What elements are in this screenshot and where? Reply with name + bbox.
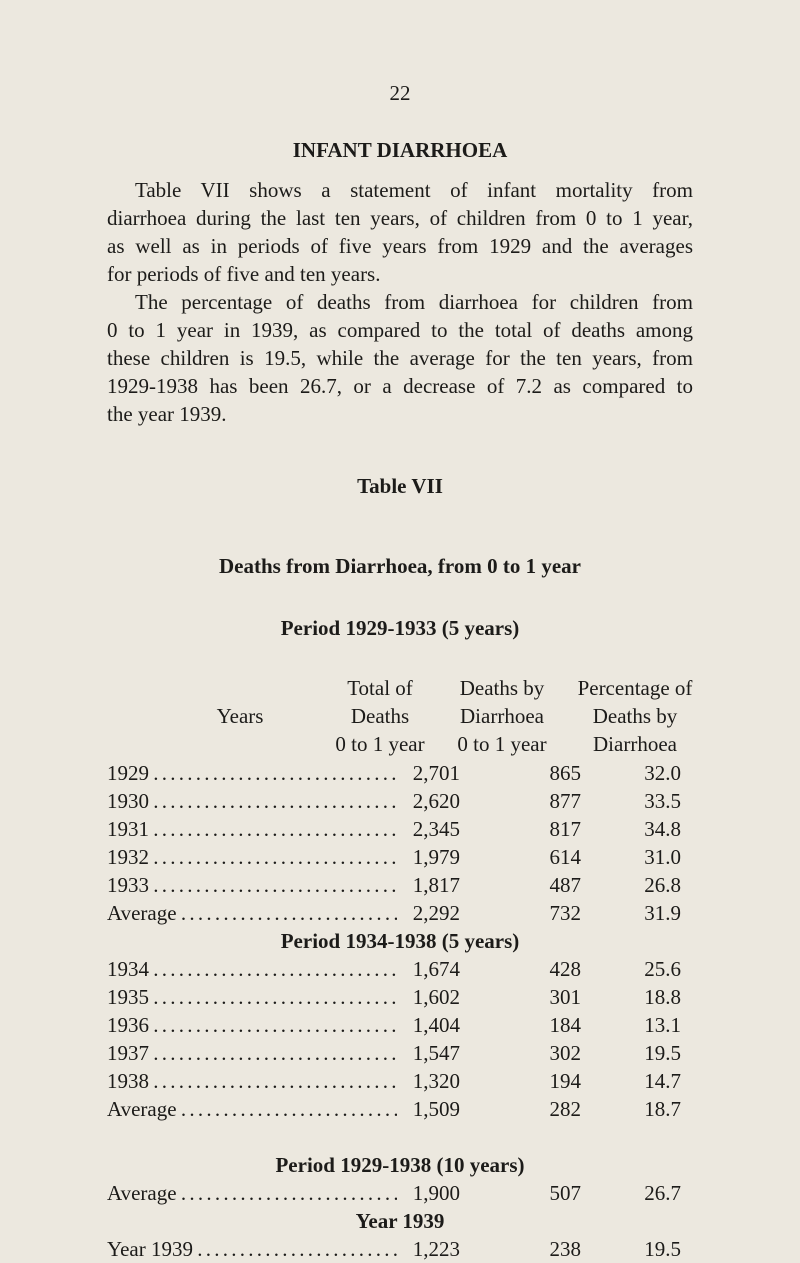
diarrhoea-deaths-cell: 282 xyxy=(549,1097,581,1121)
table-row xyxy=(107,1067,687,1095)
row-label: 1937 . . . xyxy=(107,1039,397,1067)
section-title: Period 1929-1933 (5 years) xyxy=(280,616,520,640)
header-line: Deaths by xyxy=(592,704,678,728)
total-deaths-cell: 1,602 xyxy=(412,985,460,1009)
row-label: Average . . . xyxy=(107,899,397,927)
section-title: Period 1929-1938 (10 years) xyxy=(275,1153,525,1177)
diarrhoea-deaths-cell: 184 xyxy=(549,1013,581,1037)
row-label: 1936 . . . xyxy=(107,1011,397,1039)
table-row xyxy=(107,1011,687,1039)
percentage-cell: 26.7 xyxy=(644,1181,681,1205)
total-deaths-cell: 1,547 xyxy=(412,1041,460,1065)
diarrhoea-deaths-cell: 301 xyxy=(549,985,581,1009)
header-line: Diarrhoea xyxy=(593,732,677,756)
header-line: Total of xyxy=(347,676,413,700)
percentage-cell: 13.1 xyxy=(644,1013,681,1037)
row-label: 1933 . . . xyxy=(107,871,397,899)
percentage-cell: 32.0 xyxy=(644,761,681,785)
header-percentage xyxy=(560,674,710,758)
total-deaths-cell: 2,345 xyxy=(412,817,460,841)
percentage-cell: 26.8 xyxy=(644,873,681,897)
total-deaths-cell: 2,701 xyxy=(412,761,460,785)
percentage-cell: 25.6 xyxy=(644,957,681,981)
header-line: 0 to 1 year xyxy=(335,732,425,756)
total-deaths-cell: 2,292 xyxy=(412,901,460,925)
row-label: Average . . . xyxy=(107,1095,397,1123)
table-row xyxy=(107,1039,687,1067)
section-title: Year 1939 xyxy=(355,1209,445,1233)
text-line: 0 to 1 year in 1939, as compared to the total of deaths among xyxy=(107,318,693,342)
diarrhoea-deaths-cell: 302 xyxy=(549,1041,581,1065)
percentage-cell: 19.5 xyxy=(644,1041,681,1065)
table-row xyxy=(107,983,687,1011)
percentage-cell: 34.8 xyxy=(644,817,681,841)
table-row xyxy=(107,1235,687,1263)
table-row xyxy=(107,871,687,899)
diarrhoea-deaths-cell: 614 xyxy=(549,845,581,869)
total-deaths-cell: 1,900 xyxy=(412,1181,460,1205)
total-deaths-cell: 2,620 xyxy=(412,789,460,813)
percentage-cell: 31.0 xyxy=(644,845,681,869)
table-row xyxy=(107,787,687,815)
header-line: Deaths xyxy=(350,704,410,728)
section-title: Period 1934-1938 (5 years) xyxy=(280,929,520,953)
page-title: INFANT DIARRHOEA xyxy=(292,138,508,162)
row-label: 1938 . . . xyxy=(107,1067,397,1095)
table-row xyxy=(107,815,687,843)
diarrhoea-deaths-cell: 428 xyxy=(549,957,581,981)
header-line: Deaths by xyxy=(459,676,545,700)
percentage-cell: 18.7 xyxy=(644,1097,681,1121)
text-line: for periods of five and ten years. xyxy=(107,262,381,286)
percentage-cell: 18.8 xyxy=(644,985,681,1009)
table-row xyxy=(107,899,687,927)
text-line: as well as in periods of five years from 1929 and the averages xyxy=(107,234,693,258)
row-label: 1934 . . . xyxy=(107,955,397,983)
row-label: Year 1939 . . . xyxy=(107,1235,397,1263)
table-row xyxy=(107,1095,687,1123)
text-line: diarrhoea during the last ten years, of children from 0 to 1 year, xyxy=(107,206,693,230)
row-label: 1931 . . . xyxy=(107,815,397,843)
total-deaths-cell: 1,404 xyxy=(412,1013,460,1037)
table-title: Deaths from Diarrhoea, from 0 to 1 year xyxy=(219,554,581,578)
header-line: Diarrhoea xyxy=(460,704,544,728)
text-line: The percentage of deaths from diarrhoea for children from xyxy=(135,290,693,314)
total-deaths-cell: 1,979 xyxy=(412,845,460,869)
table-row xyxy=(107,843,687,871)
header-diarrhoea xyxy=(437,674,567,758)
row-label: 1930 . . . xyxy=(107,787,397,815)
diarrhoea-deaths-cell: 238 xyxy=(549,1237,581,1261)
diarrhoea-deaths-cell: 732 xyxy=(549,901,581,925)
header-total xyxy=(320,674,440,758)
percentage-cell: 14.7 xyxy=(644,1069,681,1093)
header-line: Percentage of xyxy=(577,676,693,700)
text-line: the year 1939. xyxy=(107,402,227,426)
header-years: Years xyxy=(216,704,264,728)
total-deaths-cell: 1,223 xyxy=(412,1237,460,1261)
diarrhoea-deaths-cell: 194 xyxy=(549,1069,581,1093)
diarrhoea-deaths-cell: 507 xyxy=(549,1181,581,1205)
diarrhoea-deaths-cell: 877 xyxy=(549,789,581,813)
row-label: 1929 . . . xyxy=(107,759,397,787)
page-number: 22 xyxy=(389,81,411,105)
diarrhoea-deaths-cell: 865 xyxy=(549,761,581,785)
table-row xyxy=(107,759,687,787)
percentage-cell: 33.5 xyxy=(644,789,681,813)
text-line: Table VII shows a statement of infant mortality from xyxy=(135,178,693,202)
diarrhoea-deaths-cell: 487 xyxy=(549,873,581,897)
percentage-cell: 19.5 xyxy=(644,1237,681,1261)
text-line: 1929-1938 has been 26.7, or a decrease of 7.2 as compared to xyxy=(107,374,693,398)
total-deaths-cell: 1,320 xyxy=(412,1069,460,1093)
percentage-cell: 31.9 xyxy=(644,901,681,925)
diarrhoea-deaths-cell: 817 xyxy=(549,817,581,841)
row-label: Average . . . xyxy=(107,1179,397,1207)
total-deaths-cell: 1,817 xyxy=(412,873,460,897)
table-label: Table VII xyxy=(357,474,443,498)
row-label: 1932 . . . xyxy=(107,843,397,871)
header-line: 0 to 1 year xyxy=(457,732,547,756)
table-row xyxy=(107,1179,687,1207)
table-row xyxy=(107,955,687,983)
text-line: these children is 19.5, while the average for the ten years, from xyxy=(107,346,693,370)
row-label: 1935 . . . xyxy=(107,983,397,1011)
total-deaths-cell: 1,509 xyxy=(412,1097,460,1121)
total-deaths-cell: 1,674 xyxy=(412,957,460,981)
